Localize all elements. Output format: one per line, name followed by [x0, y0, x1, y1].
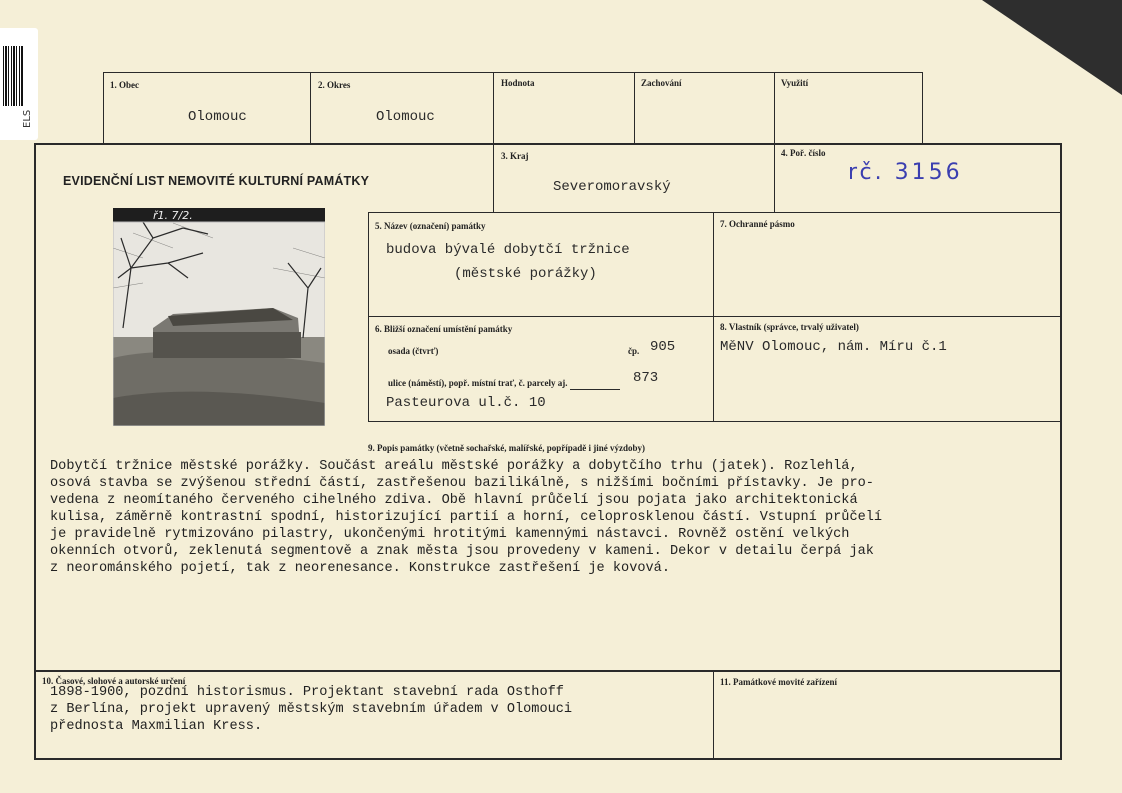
okres-label: 2. Okres	[318, 80, 351, 90]
popis-label: 9. Popis památky (včetně sochařské, malířské, popřípadě i jiné výzdoby)	[368, 443, 646, 453]
okres-value: Olomouc	[376, 109, 435, 125]
monument-photo	[113, 208, 325, 426]
cp-label: čp.	[628, 346, 640, 356]
popis-line: z neorománského pojetí, tak z neorenesance. Konstrukce zastřešení je kovová.	[50, 561, 670, 576]
urceni-label: 10. Časové, slohové a autorské určení	[42, 676, 186, 686]
umisteni-label: 6. Bližší označení umístění památky	[375, 324, 513, 334]
photo-image	[113, 208, 325, 426]
popis-line: okenních otvorů, zeklenutá segmentově a znak města jsou provedeny v kameni. Dekor v detailu čerpá jak	[50, 544, 874, 559]
popis-line: osová stavba se zvýšenou střední částí, zastřešenou bazilikálně, s nižšími bočními přístavky. Je pro-	[50, 476, 874, 491]
vyuziti-label: Využití	[781, 78, 809, 88]
cp-value: 905	[650, 339, 676, 355]
kraj-label: 3. Kraj	[501, 151, 529, 161]
popis-line: vedena z neomítaného červeného cihelného zdiva. Obě hlavní průčelí jsou pojata jako architektonická	[50, 493, 858, 508]
osada-label: osada (čtvrť)	[388, 346, 439, 356]
parcela-value: 873	[633, 370, 659, 386]
popis-line: Dobytčí tržnice městské porážky. Součást areálu městské porážky a dobytčího trhu (jatek). Rozlehlá,	[50, 459, 858, 474]
barcode-sticker	[0, 28, 38, 140]
popis-line: kulisa, záměrně kontrastní spodní, historizující partií a horní, celoprosklenou částí. Vstupní průčelí	[50, 510, 883, 525]
movite-zarizeni-label: 11. Památkové movité zařízení	[720, 677, 837, 687]
popis-line: je pravidelně rytmizováno pilastry, ukončenými hrotitými kamennými nástavci. Rovněž ostění velkých	[50, 527, 850, 542]
vlastnik-label: 8. Vlastník (správce, trvalý uživatel)	[720, 322, 859, 332]
poradove-cislo-value: rč. 3156	[848, 160, 963, 185]
urceni-line: z Berlína, projekt upravený městským stavebním úřadem v Olomouci	[50, 702, 573, 717]
address-value: Pasteurova ul.č. 10	[386, 395, 546, 411]
poradove-cislo-label: 4. Poř. číslo	[781, 148, 826, 158]
urceni-line: přednosta Maxmilian Kress.	[50, 719, 263, 734]
document-title: EVIDENČNÍ LIST NEMOVITÉ KULTURNÍ PAMÁTKY	[63, 174, 370, 188]
ochranne-pasmo-label: 7. Ochranné pásmo	[720, 219, 795, 229]
zachovani-label: Zachování	[641, 78, 682, 88]
nazev-label: 5. Název (označení) památky	[375, 221, 486, 231]
photo-caption: ř1. 7/2.	[153, 209, 193, 222]
vlastnik-value: MěNV Olomouc, nám. Míru č.1	[720, 339, 947, 355]
obec-label: 1. Obec	[110, 80, 139, 90]
kraj-value: Severomoravský	[553, 179, 671, 195]
ulice-label: ulice (náměstí), popř. místní trať, č. parcely aj.	[388, 378, 568, 388]
urceni-line: 1898-1900, pozdní historismus. Projektant stavební rada Osthoff	[50, 685, 564, 700]
obec-value: Olomouc	[188, 109, 247, 125]
nazev-line-2: (městské porážky)	[454, 266, 597, 282]
hodnota-label: Hodnota	[501, 78, 535, 88]
barcode-code: ELS	[22, 109, 33, 128]
urceni-text	[50, 684, 710, 735]
barcode-bars	[3, 46, 23, 106]
nazev-line-1: budova bývalé dobytčí tržnice	[386, 242, 630, 258]
popis-text	[50, 458, 1055, 577]
